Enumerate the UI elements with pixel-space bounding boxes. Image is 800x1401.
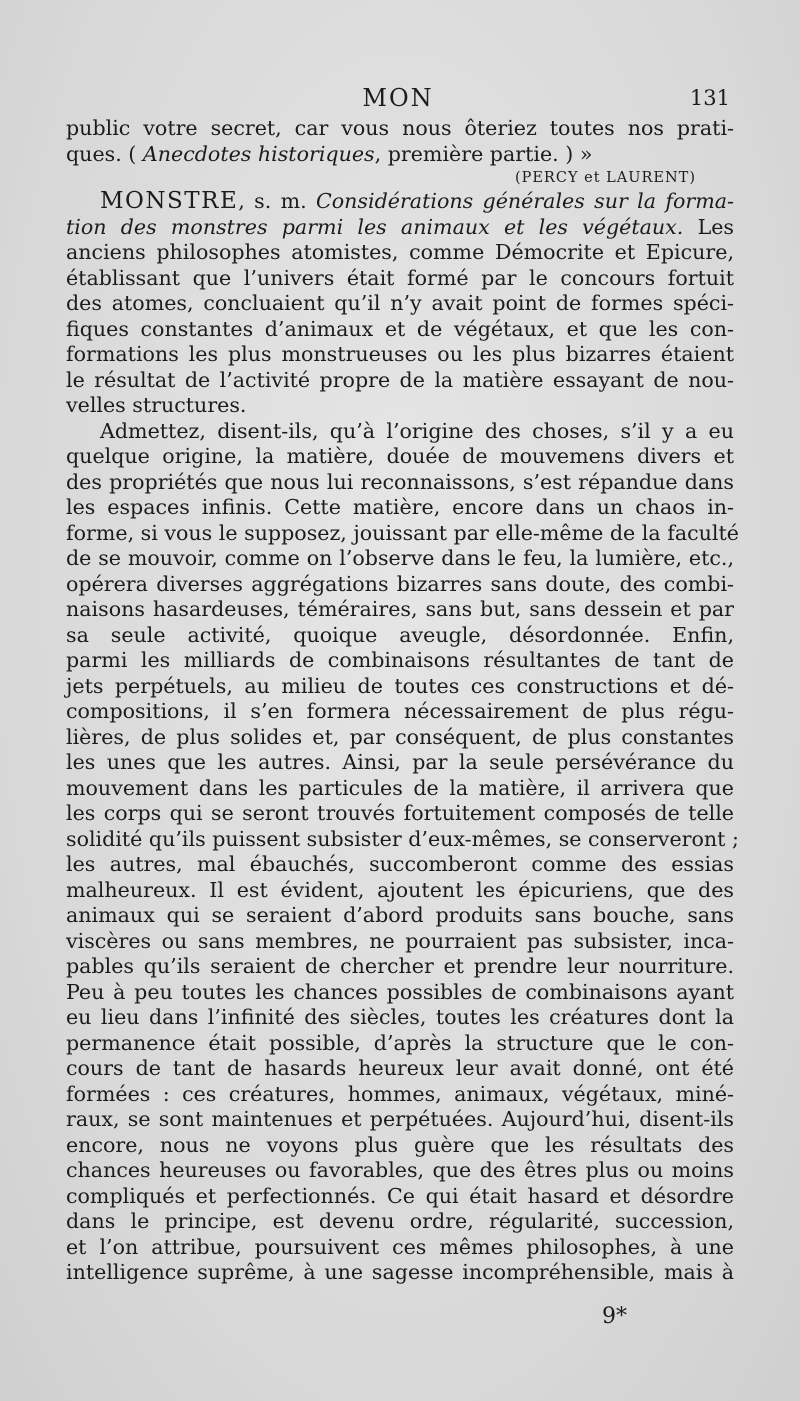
running-head: MON: [362, 84, 434, 112]
signature-mark: 9*: [602, 1304, 627, 1329]
text-line: chances heureuses ou favorables, que des êtres plus ou moins: [66, 1158, 734, 1182]
text-line: ques. ( Anecdotes historiques, première partie. ) »: [66, 141, 593, 166]
text-line: des atomes, concluaient qu’il n’y avait point de formes spéci-: [66, 291, 734, 315]
text-line: Peu à peu toutes les chances possibles de combinaisons ayant: [66, 979, 734, 1004]
text-line: opérera diverses aggrégations bizarres sans doute, des combi-: [66, 571, 734, 596]
text-line: formées : ces créatures, hommes, animaux, végétaux, miné-: [66, 1081, 734, 1106]
text-line: quelque origine, la matière, douée de mouvemens divers et: [66, 444, 734, 468]
entry-headword-line: MONSTRE, s. m. Considérations générales sur la forma-: [100, 188, 734, 214]
attribution: (PERCY et LAURENT): [514, 170, 696, 186]
entry-subtitle: tion des monstres parmi les animaux et les végétaux.: [66, 214, 684, 239]
text-line: animaux qui se seraient d’abord produits sans bouche, sans: [66, 903, 734, 927]
text-line: dans le principe, est devenu ordre, régularité, succession,: [66, 1209, 734, 1233]
page-number: 131: [689, 86, 730, 110]
text-line: établissant que l’univers était formé par le concours fortuit: [66, 265, 734, 290]
text-line: des propriétés que nous lui reconnaissons, s’est répandue dans: [66, 469, 734, 494]
text-line: sa seule activité, quoique aveugle, désordonnée. Enfin,: [66, 622, 734, 647]
citation-title: Anecdotes historiques: [142, 141, 375, 166]
entry-headword: MONSTRE: [100, 188, 239, 214]
text-line: viscères ou sans membres, ne pourraient pas subsister, inca-: [66, 928, 734, 953]
text-line: velles structures.: [66, 393, 247, 417]
text-line: parmi les milliards de combinaisons résultantes de tant de: [66, 648, 734, 672]
page-header: [66, 84, 730, 118]
text-line: et l’on attribue, poursuivent ces mêmes philosophes, à une: [66, 1234, 734, 1259]
text-line: fiques constantes d’animaux et de végétaux, et que les con-: [66, 316, 734, 341]
text-line: lières, de plus solides et, par conséquent, de plus constantes: [66, 724, 734, 749]
text-line: de se mouvoir, comme on l’observe dans le feu, la lumière, etc.,: [66, 546, 734, 570]
text-line: mouvement dans les particules de la matière, il arrivera que: [66, 775, 734, 800]
text-line: formations les plus monstrueuses ou les plus bizarres étaient: [66, 342, 734, 366]
text-line: tion des monstres parmi les animaux et les végétaux. Les: [66, 214, 735, 239]
text-line: solidité qu’ils puissent subsister d’eux-mêmes, se conserveront ;: [66, 826, 739, 851]
text-line: cours de tant de hasards heureux leur avait donné, ont été: [66, 1056, 734, 1080]
text-line: les corps qui se seront trouvés fortuitement composés de telle: [66, 801, 734, 825]
text-line: eu lieu dans l’infinité des siècles, toutes les créatures dont la: [66, 1005, 734, 1029]
body-text: [66, 116, 739, 1286]
text-line: pables qu’ils seraient de chercher et prendre leur nourriture.: [66, 954, 734, 978]
entry-subtitle: Considérations générales sur la forma-: [316, 189, 734, 213]
text-line: anciens philosophes atomistes, comme Démocrite et Epicure,: [66, 240, 734, 264]
text-line: intelligence suprême, à une sagesse incompréhensible, mais à: [66, 1260, 734, 1284]
text-line: public votre secret, car vous nous ôteriez toutes nos prati-: [66, 116, 734, 140]
text-line: les espaces infinis. Cette matière, encore dans un chaos in-: [66, 495, 734, 519]
text-line: forme, si vous le supposez, jouissant par elle-même de la faculté: [66, 520, 739, 545]
text-line: les autres, mal ébauchés, succomberont comme des essias: [66, 852, 734, 876]
text-line: compliqués et perfectionnés. Ce qui était hasard et désordre: [66, 1183, 734, 1208]
text-line: permanence était possible, d’après la structure que le con-: [66, 1030, 734, 1055]
text-line: malheureux. Il est évident, ajoutent les épicuriens, que des: [66, 877, 734, 902]
text-line: raux, se sont maintenues et perpétuées. Aujourd’hui, disent-ils: [66, 1107, 734, 1131]
text-line: naisons hasardeuses, téméraires, sans but, sans dessein et par: [66, 597, 734, 621]
text-line: les unes que les autres. Ainsi, par la seule persévérance du: [66, 750, 734, 774]
text-line: le résultat de l’activité propre de la matière essayant de nou-: [66, 367, 734, 392]
text-line: Admettez, disent-ils, qu’à l’origine des choses, s’il y a eu: [100, 418, 734, 443]
text-line: compositions, il s’en formera nécessairement de plus régu-: [66, 699, 734, 723]
text-line: jets perpétuels, au milieu de toutes ces constructions et dé-: [66, 673, 734, 698]
text-line: encore, nous ne voyons plus guère que les résultats des: [66, 1132, 734, 1157]
